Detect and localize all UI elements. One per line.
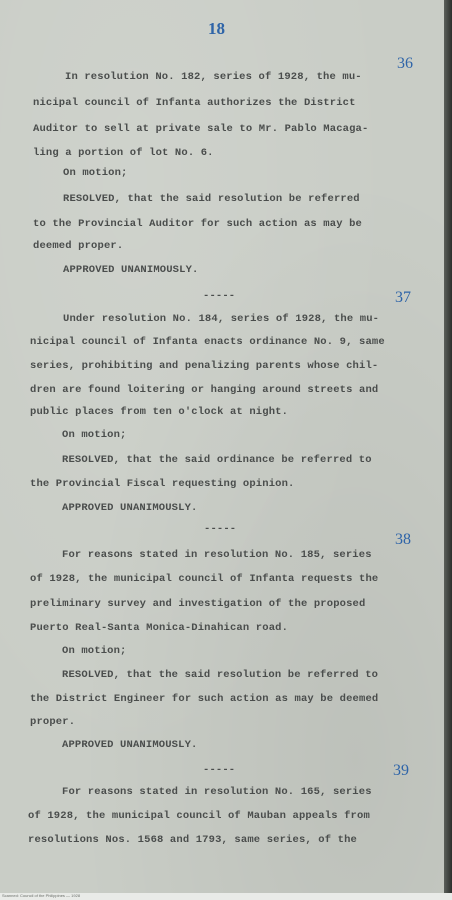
text-line: the District Engineer for such action as may be deemed — [30, 693, 379, 705]
text-line: nicipal council of Infanta enacts ordinance No. 9, same — [30, 336, 385, 348]
text-line: public places from ten o'clock at night. — [30, 406, 289, 418]
text-line: of 1928, the municipal council of Mauban appeals from — [28, 810, 370, 822]
separator: ----- — [204, 523, 237, 535]
text-line: series, prohibiting and penalizing parents whose chil- — [30, 360, 379, 372]
text-line: RESOLVED, that the said ordinance be referred to — [62, 454, 372, 466]
margin-number: 38 — [395, 531, 411, 548]
text-line: preliminary survey and investigation of the proposed — [30, 598, 366, 610]
text-line: In resolution No. 182, series of 1928, the mu- — [65, 71, 362, 83]
text-line: On motion; — [62, 429, 127, 441]
text-line: APPROVED UNANIMOUSLY. — [62, 739, 198, 751]
text-line: Puerto Real-Santa Monica-Dinahican road. — [30, 622, 289, 634]
margin-number: 39 — [393, 762, 409, 779]
text-line: ling a portion of lot No. 6. — [33, 147, 214, 159]
margin-number: 36 — [397, 55, 413, 72]
text-line: Auditor to sell at private sale to Mr. Pablo Macaga- — [33, 123, 369, 135]
page-number: 18 — [208, 19, 225, 38]
margin-number: 37 — [395, 289, 411, 306]
text-line: proper. — [30, 716, 76, 728]
text-line: dren are found loitering or hanging around streets and — [30, 384, 379, 396]
text-line: RESOLVED, that the said resolution be referred to — [62, 669, 379, 681]
text-line: nicipal council of Infanta authorizes the District — [33, 97, 356, 109]
text-line: of 1928, the municipal council of Infanta requests the — [30, 573, 379, 585]
text-line: to the Provincial Auditor for such action as may be — [33, 218, 363, 230]
text-line: APPROVED UNANIMOUSLY. — [63, 264, 199, 276]
separator: ----- — [203, 764, 236, 776]
text-line: resolutions Nos. 1568 and 1793, same series, of the — [28, 834, 358, 846]
page-edge-shadow — [444, 0, 452, 900]
separator: ----- — [203, 290, 236, 302]
text-line: deemed proper. — [33, 240, 124, 252]
text-line: APPROVED UNANIMOUSLY. — [62, 502, 198, 514]
scan-footer-text: Scanned: Council of the Philippines — 1928 — [2, 893, 81, 898]
text-line: For reasons stated in resolution No. 165, series — [62, 786, 372, 798]
text-line: On motion; — [63, 167, 128, 179]
text-line: the Provincial Fiscal requesting opinion. — [30, 478, 295, 490]
text-line: Under resolution No. 184, series of 1928, the mu- — [63, 313, 380, 325]
text-line: RESOLVED, that the said resolution be referred — [63, 193, 360, 205]
text-line: On motion; — [62, 645, 127, 657]
text-line: For reasons stated in resolution No. 185, series — [62, 549, 372, 561]
